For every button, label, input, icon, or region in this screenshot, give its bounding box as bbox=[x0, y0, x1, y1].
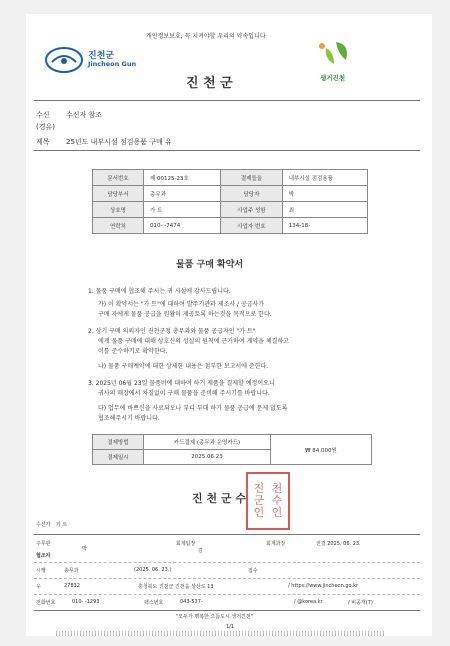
table-cell: 사업주 성함 bbox=[221, 202, 283, 218]
paragraph-1a-line1: 가) 이 확약서는 "가 트"에 대하여 발주기관과 제조사 / 공급사가 bbox=[98, 301, 265, 308]
table-cell: 연락처 bbox=[93, 218, 144, 234]
seal-char: 천 bbox=[271, 482, 283, 495]
email: / @korea.kr bbox=[294, 599, 323, 605]
subject-divider bbox=[34, 150, 420, 151]
subject-label: 제목 bbox=[36, 138, 50, 146]
table-cell: 상호명 bbox=[93, 202, 144, 218]
footer-divider bbox=[34, 534, 420, 535]
receiver-value: 수신자 참조 bbox=[66, 111, 103, 119]
header-divider bbox=[34, 100, 420, 101]
paragraph-3a-line1: 다) 업무에 바쁘신을 사료되오나 부디 부대 하기 물품 공급에 문제 없도록 bbox=[98, 405, 288, 412]
disclosure: / 비공개(7) bbox=[348, 600, 373, 606]
paragraph-3-line2: 귀사의 매장에서 차질없이 구매 물품을 준비해 주시기를 바랍니다. bbox=[98, 390, 270, 397]
table-row bbox=[93, 186, 368, 202]
cc-value: 가 트 bbox=[56, 522, 68, 528]
brand-slogan: 생거진천 bbox=[320, 74, 346, 82]
paragraph-3a-line2: 협조해주시기 바랍니다. bbox=[98, 415, 160, 422]
address: 충청북도 진천군 진천읍 상산로 13 bbox=[138, 584, 214, 590]
table-cell: 담당부서 bbox=[93, 186, 144, 202]
table-row bbox=[93, 170, 368, 186]
exec-value: 총무과 bbox=[64, 568, 79, 574]
via-label: (경유) bbox=[36, 123, 55, 131]
official-seal bbox=[246, 472, 290, 530]
payment-date-label: 결제일시 bbox=[93, 450, 144, 465]
table-row bbox=[93, 435, 372, 450]
seal-char: 군 bbox=[253, 494, 265, 507]
paragraph-2-line1: 2. 상기 구매 의뢰자인 진천군청 총무과와 물품 공급자인 "가 트" bbox=[88, 328, 256, 335]
motto: "모두가 행복한 으뜸도시 생거진천" bbox=[176, 614, 253, 620]
footer-row-divider bbox=[34, 578, 420, 579]
receiver-label: 수신 bbox=[36, 111, 50, 119]
payment-date-value: 2025.06.23 bbox=[144, 450, 271, 465]
table-row bbox=[93, 202, 368, 218]
jincheon-logo bbox=[44, 44, 88, 74]
subject-value: 25년도 내부시설 점검용품 구매 유 bbox=[66, 138, 172, 146]
fax-value: 043-537- bbox=[180, 599, 203, 605]
signature-org: 진 천 군 수 bbox=[192, 492, 246, 505]
table-cell: 총무과 bbox=[144, 186, 221, 202]
cc-label: 수신자 bbox=[36, 522, 51, 528]
table-cell: 문서번호 bbox=[93, 170, 144, 186]
doc-title: 물품 구매 확약서 bbox=[176, 260, 244, 270]
table-cell: 제 00125-23호 bbox=[144, 170, 221, 186]
paragraph-2-line3: 이를 준수하기로 확약한다. bbox=[98, 348, 168, 355]
tel-label: 전화번호 bbox=[36, 600, 56, 606]
seal-char: 인 bbox=[253, 506, 265, 519]
table-cell: 010- -7474 bbox=[144, 218, 221, 234]
paragraph-3-line1: 3. 2025년 06월 23일 물품비에 대하여 하기 제품을 결제할 예정이오니 bbox=[88, 380, 275, 387]
coop-label: 협조자 bbox=[36, 553, 51, 559]
scan-barcode bbox=[56, 631, 386, 636]
receipt-label: 접수 bbox=[248, 568, 258, 574]
drafter-value: 박 bbox=[82, 546, 87, 552]
zip-value: 27832 bbox=[64, 583, 80, 589]
exec-date: (2025. 06. 23.) bbox=[134, 567, 172, 573]
team-label: 회계팀장 bbox=[176, 541, 196, 547]
payment-method-label: 결제방법 bbox=[93, 435, 144, 450]
order-info-table bbox=[92, 169, 368, 234]
page-number: 1/1 bbox=[226, 624, 235, 630]
footer-row-divider bbox=[34, 562, 420, 563]
table-cell: 최 bbox=[282, 202, 367, 218]
exec-label: 시행 bbox=[36, 568, 46, 574]
org-name: 진천군 bbox=[88, 51, 115, 61]
table-cell: 결제들을 bbox=[221, 170, 283, 186]
manager-value: 전결 2025. 06. 23. bbox=[316, 541, 361, 547]
homepage: / https://www.jincheon.go.kr bbox=[288, 583, 359, 589]
page-title: 진 천 군 bbox=[186, 76, 233, 91]
table-cell: 가 트 bbox=[144, 202, 221, 218]
table-cell: 박 bbox=[282, 186, 367, 202]
paragraph-1: 1. 물품 구매에 협조해 주시는 귀 시설에 감사드립니다. bbox=[88, 288, 231, 295]
manager-label: 회계과장 bbox=[266, 541, 286, 547]
paragraph-2-line2: 에게 물품 구매에 대해 상호신의 성실의 원칙에 근거하여 계약을 체결하고 bbox=[98, 338, 290, 345]
brand-logo bbox=[316, 38, 356, 72]
drafter-label: 주무관 bbox=[36, 541, 51, 547]
zip-label: 우 bbox=[36, 584, 41, 590]
seal-char: 수 bbox=[271, 494, 283, 507]
fax-label: 팩스번호 bbox=[144, 600, 164, 606]
table-cell: 사업자 번호 bbox=[221, 218, 283, 234]
org-name-en: Jincheon Gun bbox=[88, 60, 137, 68]
tel-value: 010- -1293 bbox=[72, 599, 100, 605]
footer-divider bbox=[34, 610, 420, 611]
document-page bbox=[26, 14, 432, 636]
team-value: 김 bbox=[198, 548, 203, 554]
payment-method-value: 카드결제 (총무과 운영카드) bbox=[144, 435, 271, 450]
paragraph-2a: 나) 물품 구매계약에 대한 상세한 내용은 첨부한 보고서에 준한다. bbox=[98, 363, 269, 370]
privacy-slogan: 개인정보보호, 꼭 지켜야할 우리의 약속입니다 bbox=[146, 33, 266, 40]
payment-table bbox=[92, 434, 372, 465]
table-cell: 담당자 bbox=[221, 186, 283, 202]
footer-row-divider bbox=[34, 594, 420, 595]
table-cell: 134-18- bbox=[282, 218, 367, 234]
seal-char: 인 bbox=[271, 506, 283, 519]
paragraph-1a-line2: 구매 자에게 물품 공급을 원활히 제공토록 하는것을 목적으로 한다. bbox=[98, 311, 272, 318]
table-cell: 내부시설 점검용품 bbox=[282, 170, 367, 186]
payment-amount: ₩ 84,000원 bbox=[271, 435, 372, 465]
seal-char: 진 bbox=[253, 482, 265, 495]
table-row bbox=[93, 218, 368, 234]
